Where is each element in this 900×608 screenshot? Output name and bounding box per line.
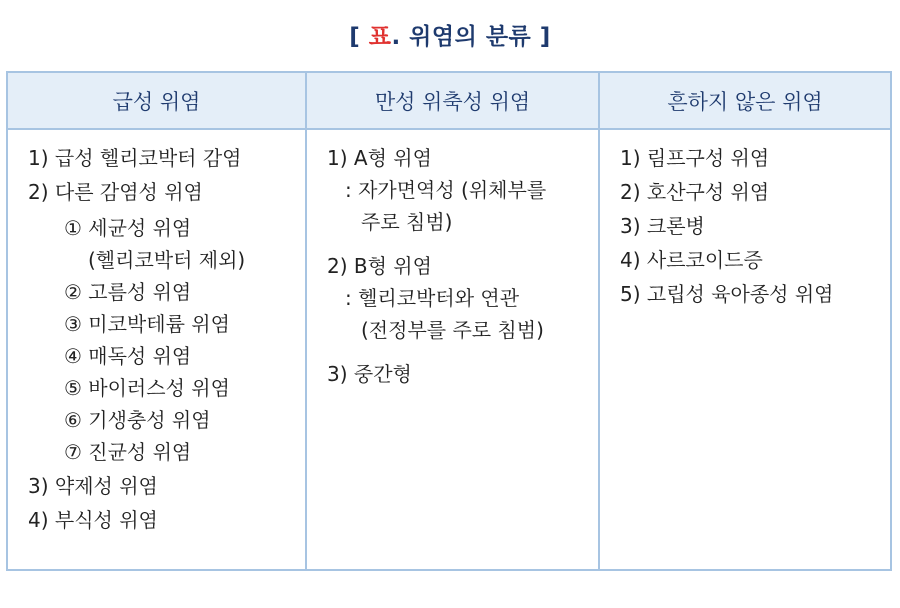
title-text: . 위염의 분류 — [391, 24, 532, 50]
list-item-note: : 자가면역성 (위체부를 — [345, 178, 547, 202]
list-item: 3) 크론병 — [620, 214, 705, 238]
list-item: 2) 호산구성 위염 — [620, 180, 770, 204]
list-item — [28, 176, 295, 468]
sublist-item: ⑦ 진균성 위염 — [64, 440, 192, 464]
header-uncommon-gastritis: 흔하지 않은 위염 — [599, 72, 891, 129]
acute-list — [28, 142, 295, 536]
list-item-note: : 헬리코박터와 연관 — [345, 286, 520, 310]
list-item-label: 2) B형 위염 — [327, 254, 432, 278]
uncommon-gastritis-cell — [599, 129, 891, 570]
list-item: 1) 급성 헬리코박터 감염 — [28, 146, 242, 170]
list-item — [327, 142, 588, 238]
list-item — [327, 250, 588, 346]
list-item-label: 1) A형 위염 — [327, 146, 432, 170]
sublist-item-label: ① 세균성 위염 — [64, 216, 192, 240]
acute-gastritis-cell — [7, 129, 306, 570]
list-item: 1) 림프구성 위염 — [620, 146, 770, 170]
content-row — [7, 129, 891, 570]
sublist-item: ③ 미코박테륨 위염 — [64, 312, 230, 336]
spacer — [327, 240, 588, 248]
header-chronic-atrophic-gastritis: 만성 위축성 위염 — [306, 72, 599, 129]
chronic-gastritis-cell — [306, 129, 599, 570]
sublist-item: ④ 매독성 위염 — [64, 344, 192, 368]
title-table-mark: 표 — [368, 24, 392, 50]
sublist-item-note: (헬리코박터 제외) — [88, 248, 246, 272]
list-item: 3) 중간형 — [327, 362, 412, 386]
uncommon-list — [620, 142, 880, 310]
sublist-item: ⑤ 바이러스성 위염 — [64, 376, 230, 400]
header-row — [7, 72, 891, 129]
list-item: 4) 사르코이드증 — [620, 248, 763, 272]
list-item-label: 2) 다른 감염성 위염 — [28, 180, 203, 204]
sublist-item: ② 고름성 위염 — [64, 280, 192, 304]
sublist-item: ⑥ 기생충성 위염 — [64, 408, 211, 432]
header-acute-gastritis: 급성 위염 — [7, 72, 306, 129]
title-open-bracket: [ — [349, 24, 361, 50]
infectious-sublist — [28, 212, 295, 468]
spacer — [327, 348, 588, 356]
list-item-note-cont: 주로 침범) — [361, 210, 453, 234]
gastritis-classification-table — [6, 71, 892, 571]
table-title — [0, 18, 900, 51]
title-close-bracket: ] — [539, 24, 551, 50]
chronic-list — [327, 142, 588, 390]
list-item: 4) 부식성 위염 — [28, 508, 158, 532]
sublist-item — [64, 212, 295, 276]
list-item: 3) 약제성 위염 — [28, 474, 158, 498]
list-item-note-cont: (전정부를 주로 침범) — [361, 318, 544, 342]
list-item: 5) 고립성 육아종성 위염 — [620, 282, 834, 306]
